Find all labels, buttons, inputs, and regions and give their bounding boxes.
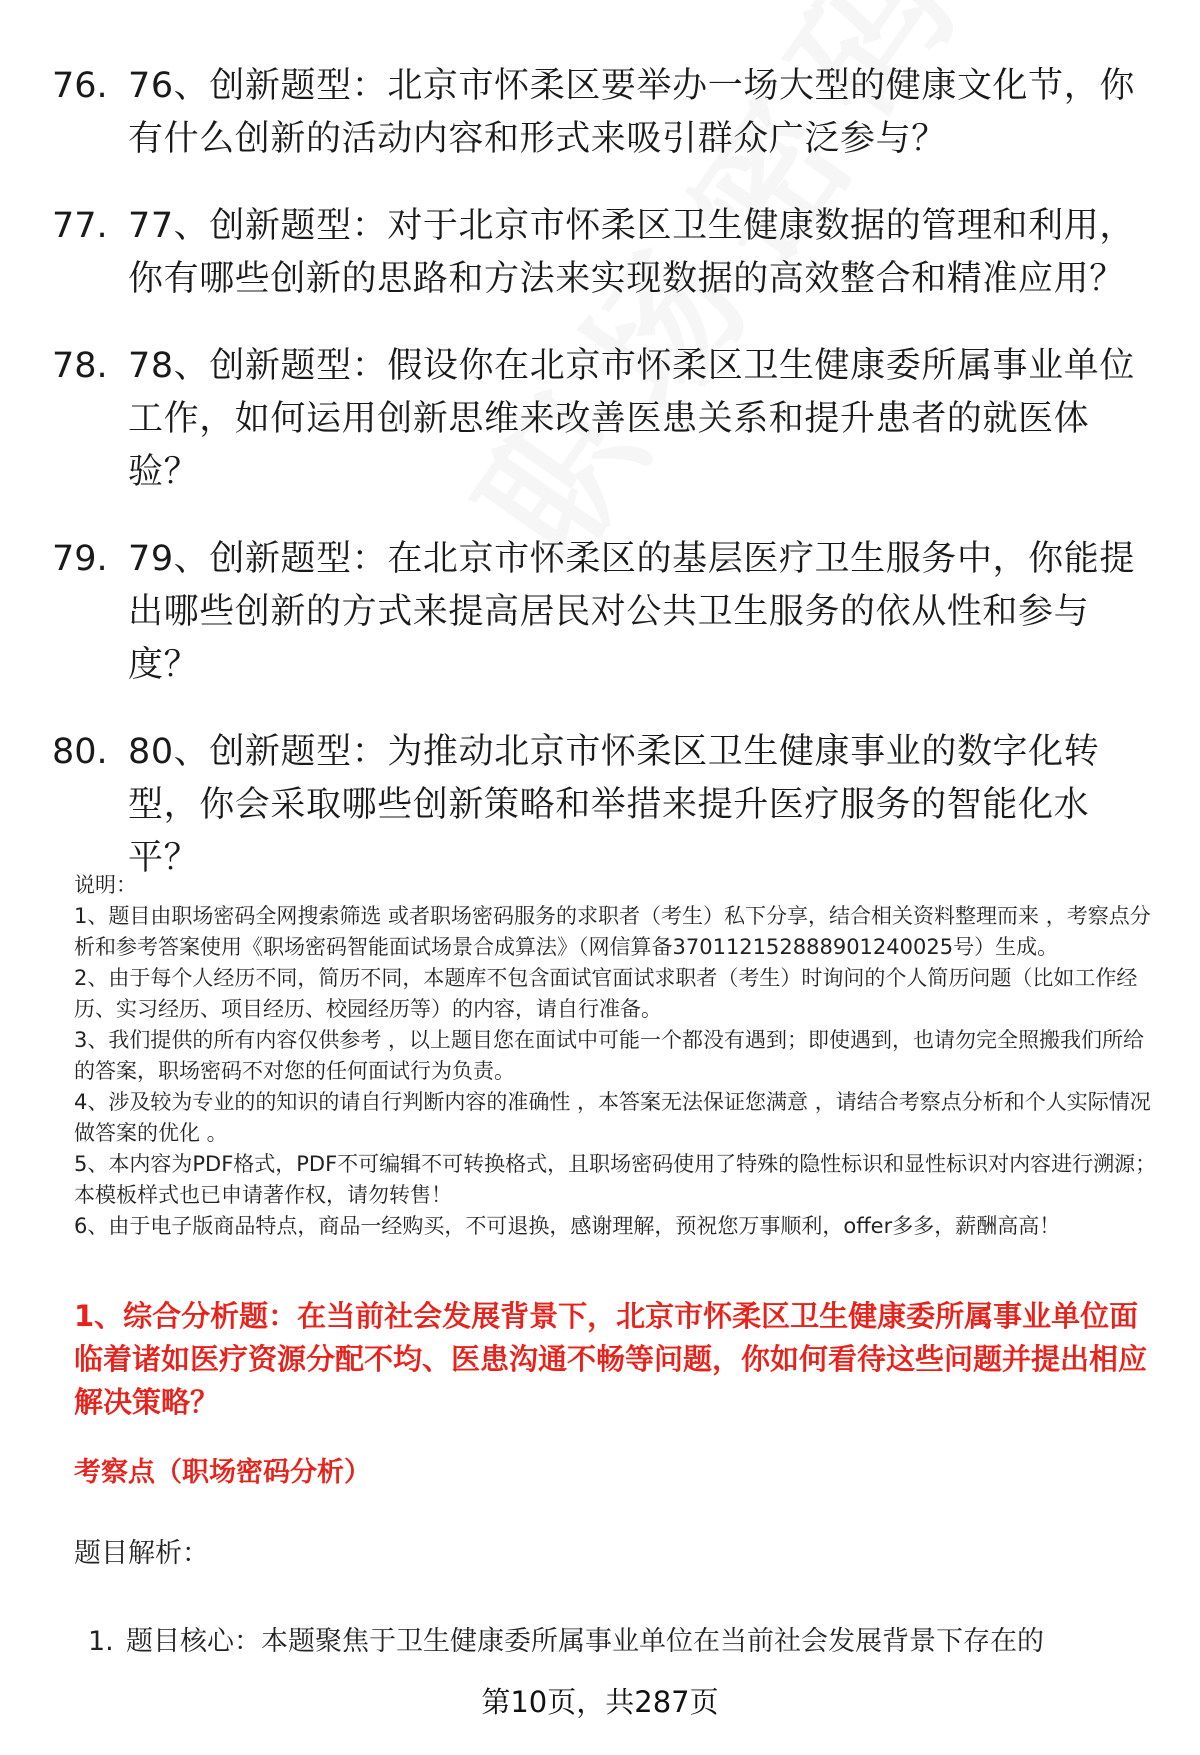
exam-point-label: 考察点（职场密码分析）: [74, 1457, 371, 1488]
note-item: 3、我们提供的所有内容仅供参考 ，以上题目您在面试中可能一个都没有遇到；即使遇到，也请勿完全照搬我们所给的答案，职场密码不对您的任何面试行为负责。: [74, 1028, 1145, 1083]
notes-section: [74, 870, 1164, 1242]
question-text: 80、创新题型：为推动北京市怀柔区卫生健康事业的数字化转型，你会采取哪些创新策略和举措来提升医疗服务的智能化水平？: [128, 732, 1100, 878]
question-item: [52, 60, 1162, 166]
question-number: 77.: [52, 206, 108, 246]
question-text: 76、创新题型：北京市怀柔区要举办一场大型的健康文化节，你有什么创新的活动内容和形式来吸引群众广泛参与？: [128, 66, 1135, 159]
question-number: 76.: [52, 66, 108, 106]
point-number: 1.: [88, 1626, 114, 1657]
note-item: 2、由于每个人经历不同，简历不同，本题库不包含面试官面试求职者（考生）时询问的个人简历问题（比如工作经历、实习经历、项目经历、校园经历等）的内容，请自行准备。: [74, 966, 1138, 1021]
question-text: 77、创新题型：对于北京市怀柔区卫生健康数据的管理和利用，你有哪些创新的思路和方法来实现数据的高效整合和精准应用？: [128, 206, 1135, 299]
note-item: 4、涉及较为专业的的知识的请自行判断内容的准确性 ，本答案无法保证您满意 ，请结合考察点分析和个人实际情况做答案的优化 。: [74, 1090, 1151, 1145]
point-text: 题目核心：本题聚焦于卫生健康委所属事业单位在当前社会发展背景下存在的: [126, 1626, 1044, 1657]
analysis-point: [88, 1622, 1168, 1662]
question-text: 78、创新题型：假设你在北京市怀柔区卫生健康委所属事业单位工作，如何运用创新思维来改善医患关系和提升患者的就医体验？: [128, 346, 1135, 492]
question-number: 78.: [52, 346, 108, 386]
question-item: [52, 533, 1162, 692]
note-item: 1、题目由职场密码全网搜索筛选 或者职场密码服务的求职者（考生）私下分享，结合相关资料整理而来 ，考察点分析和参考答案使用《职场密码智能面试场景合成算法》（网信算备370112152888901240025号）生成。: [74, 904, 1151, 959]
analysis-question-heading: 1、综合分析题：在当前社会发展背景下，北京市怀柔区卫生健康委所属事业单位面临着诸如医疗资源分配不均、医患沟通不畅等问题，你如何看待这些问题并提出相应解决策略？: [74, 1299, 1148, 1419]
question-list: [52, 60, 1162, 919]
question-text: 79、创新题型：在北京市怀柔区的基层医疗卫生服务中，你能提出哪些创新的方式来提高居民对公共卫生服务的依从性和参与度？: [128, 539, 1135, 685]
note-item: 5、本内容为PDF格式，PDF不可编辑不可转换格式，且职场密码使用了特殊的隐性标识和显性标识对内容进行溯源；本模板样式也已申请著作权，请勿转售！: [74, 1152, 1157, 1207]
page-footer: 第10页，共287页: [481, 1685, 719, 1719]
question-number: 80.: [52, 732, 108, 772]
question-item: [52, 200, 1162, 306]
note-item: 6、由于电子版商品特点，商品一经购买，不可退换，感谢理解，预祝您万事顺利，offer多多，薪酬高高！: [74, 1214, 1061, 1238]
notes-title: 说明：: [74, 873, 137, 897]
question-item: [52, 340, 1162, 499]
question-item: [52, 726, 1162, 885]
analysis-label: 题目解析：: [74, 1538, 209, 1569]
question-number: 79.: [52, 539, 108, 579]
